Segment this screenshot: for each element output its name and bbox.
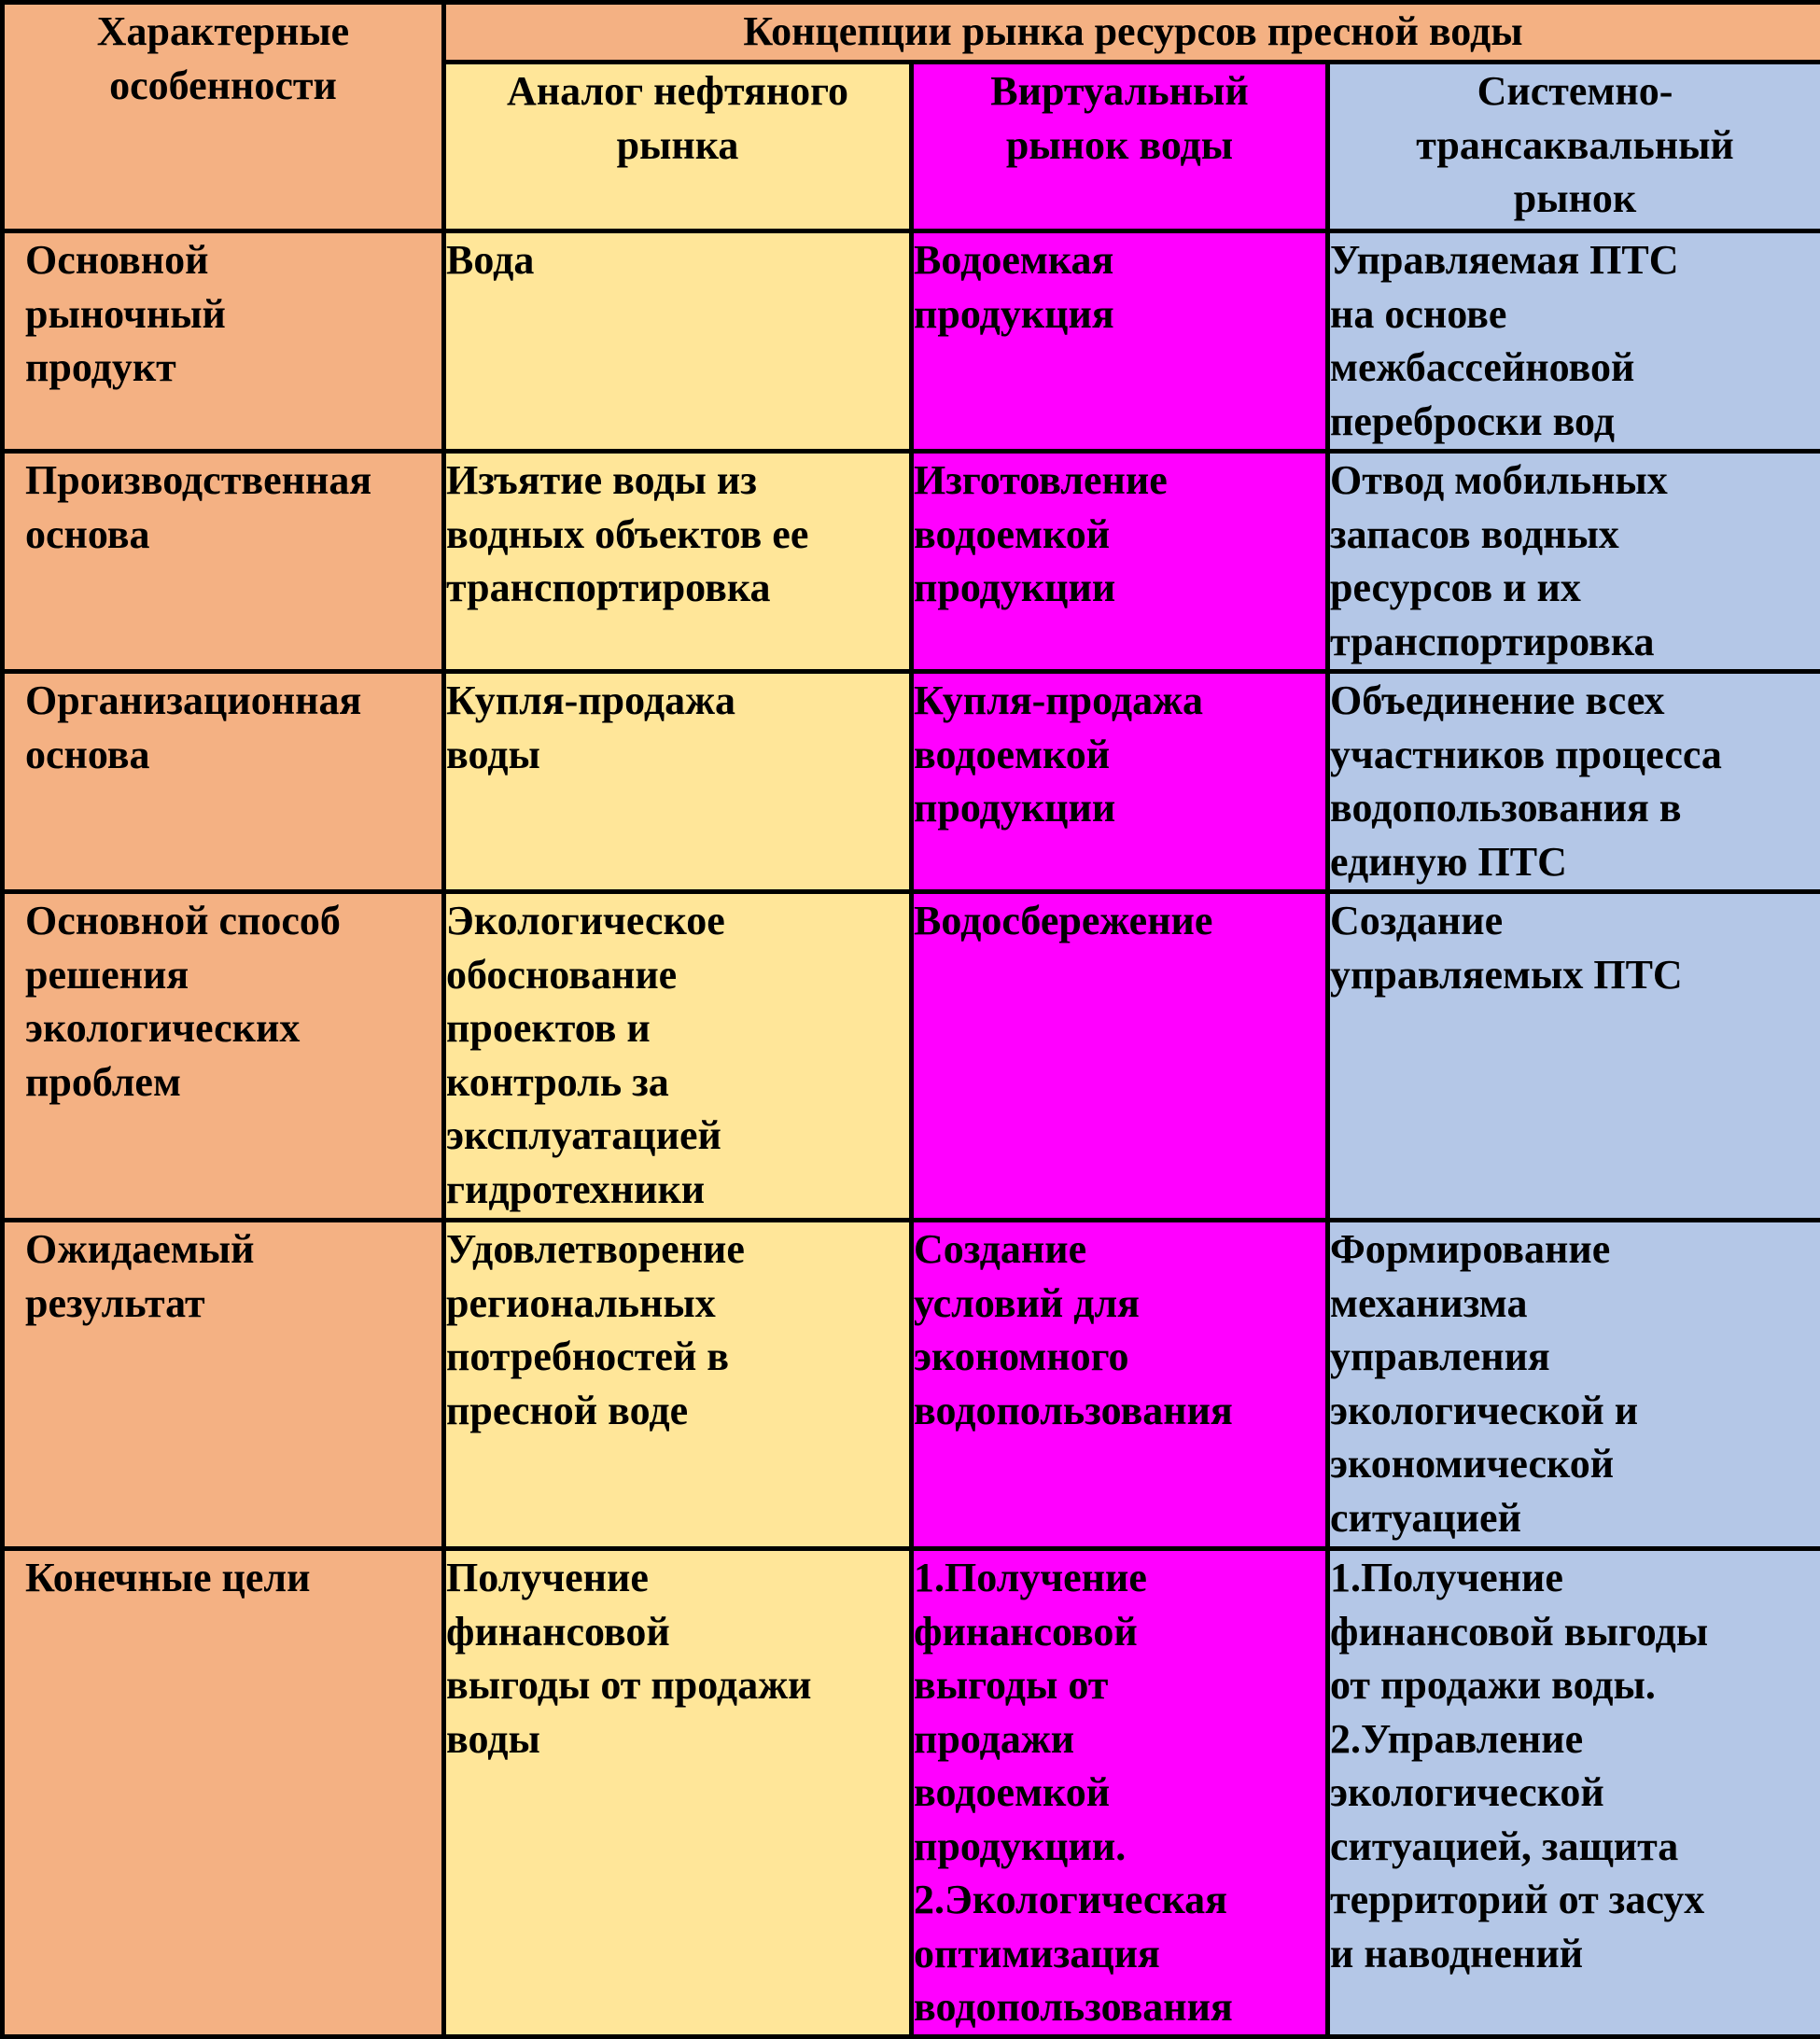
cell-line: управления <box>1330 1334 1550 1379</box>
cell-line: межбассейновой <box>1330 344 1635 390</box>
column-header-line: рынок воды <box>1005 121 1234 168</box>
oil-market-cell <box>444 1221 912 1549</box>
virtual-market-cell <box>912 892 1328 1221</box>
cell-line: Купля-продажа <box>914 677 1204 723</box>
cell-line: проблем <box>25 1058 181 1105</box>
cell-line: Купля-продажа <box>446 677 736 723</box>
cell-line: переброски вод <box>1330 398 1616 444</box>
oil-market-cell <box>444 1549 912 2037</box>
cell-line: запасов водных <box>1330 510 1619 557</box>
table-row <box>3 1221 1820 1549</box>
table-row <box>3 672 1820 892</box>
column-header-system-market <box>1328 63 1820 231</box>
cell-line: ресурсов и их <box>1330 565 1581 610</box>
cell-line: воды <box>446 731 540 777</box>
oil-market-cell <box>444 672 912 892</box>
cell-line: водопользования <box>914 1984 1233 2030</box>
oil-market-cell <box>444 452 912 672</box>
column-header-line: рынок <box>1513 175 1637 221</box>
column-header-line: Виртуальный <box>990 68 1249 114</box>
cell-line: Объединение всех <box>1330 677 1665 723</box>
feature-header-line: особенности <box>109 62 337 108</box>
cell-line: Вода <box>446 237 535 283</box>
cell-line: выгоды от продажи <box>446 1662 812 1708</box>
cell-line: Отвод мобильных <box>1330 457 1668 503</box>
cell-line: экономической <box>1330 1441 1615 1487</box>
system-market-cell <box>1328 231 1820 452</box>
cell-line: водоемкой <box>914 731 1111 777</box>
cell-line: контроль за <box>446 1058 669 1105</box>
column-header-line: Системно- <box>1477 68 1673 114</box>
oil-market-cell <box>444 231 912 452</box>
cell-line: финансовой выгоды <box>1330 1608 1709 1655</box>
cell-line: 2.Экологическая <box>914 1877 1227 1922</box>
cell-line: Удовлетворение <box>446 1226 745 1272</box>
cell-line: 2.Управление <box>1330 1715 1584 1762</box>
cell-line: Управляемая ПТС <box>1330 237 1679 283</box>
oil-market-cell <box>444 892 912 1221</box>
cell-line: Экологическое <box>446 898 725 943</box>
cell-line: финансовой <box>914 1608 1138 1655</box>
virtual-market-cell <box>912 231 1328 452</box>
cell-line: экологической и <box>1330 1387 1639 1433</box>
cell-line: основа <box>25 510 150 557</box>
cell-line: гидротехники <box>446 1166 706 1212</box>
cell-line: экологической <box>1330 1769 1604 1815</box>
cell-line: потребностей в <box>446 1334 730 1379</box>
header-row-top <box>3 3 1820 63</box>
cell-line: водоемкой <box>914 510 1111 557</box>
cell-line: обоснование <box>446 951 678 998</box>
feature-header-cell <box>3 3 444 231</box>
cell-line: продукции. <box>914 1823 1127 1869</box>
cell-line: Водоемкая <box>914 237 1114 283</box>
cell-line: механизма <box>1330 1279 1528 1326</box>
cell-line: основа <box>25 731 150 777</box>
system-market-cell <box>1328 1549 1820 2037</box>
table-row <box>3 231 1820 452</box>
cell-line: продукция <box>914 290 1114 337</box>
cell-line: Изготовление <box>914 457 1168 503</box>
system-market-cell <box>1328 672 1820 892</box>
table-row <box>3 892 1820 1221</box>
cell-line: продажи <box>914 1715 1075 1762</box>
table-row <box>3 1549 1820 2037</box>
column-header-virtual-market <box>912 63 1328 231</box>
system-market-cell <box>1328 892 1820 1221</box>
cell-line: единую ПТС <box>1330 838 1567 885</box>
cell-line: Водосбережение <box>914 898 1213 943</box>
cell-line: Производственная <box>25 457 372 503</box>
virtual-market-cell <box>912 1221 1328 1549</box>
cell-line: территорий от засух <box>1330 1877 1705 1922</box>
cell-line: от продажи воды. <box>1330 1662 1656 1708</box>
cell-line: Получение <box>446 1555 649 1600</box>
cell-line: 1.Получение <box>914 1555 1147 1600</box>
cell-line: ситуацией, защита <box>1330 1823 1679 1869</box>
column-header-oil-market <box>444 63 912 231</box>
feature-cell <box>3 672 444 892</box>
cell-line: финансовой <box>446 1608 670 1655</box>
group-header-cell <box>444 3 1820 63</box>
cell-line: региональных <box>446 1279 716 1326</box>
cell-line: водопользования <box>914 1387 1233 1433</box>
cell-line: Формирование <box>1330 1226 1611 1272</box>
cell-line: пресной воде <box>446 1387 689 1433</box>
cell-line: продукции <box>914 785 1116 831</box>
cell-line: ситуацией <box>1330 1494 1521 1541</box>
cell-line: продукт <box>25 344 176 390</box>
cell-line: Создание <box>914 1226 1087 1272</box>
cell-line: управляемых ПТС <box>1330 951 1683 998</box>
system-market-cell <box>1328 1221 1820 1549</box>
cell-line: экологических <box>25 1005 301 1051</box>
cell-line: Изъятие воды из <box>446 457 757 503</box>
virtual-market-cell <box>912 452 1328 672</box>
virtual-market-cell <box>912 1549 1328 2037</box>
cell-line: на основе <box>1330 290 1507 337</box>
cell-line: продукции <box>914 565 1116 610</box>
virtual-market-cell <box>912 672 1328 892</box>
column-header-line: Аналог нефтяного <box>506 68 849 114</box>
feature-cell <box>3 1549 444 2037</box>
cell-line: рыночный <box>25 290 226 337</box>
cell-line: выгоды от <box>914 1662 1109 1708</box>
cell-line: воды <box>446 1715 540 1762</box>
cell-line: эксплуатацией <box>446 1112 721 1158</box>
cell-line: водных объектов ее <box>446 510 809 557</box>
feature-cell <box>3 231 444 452</box>
column-header-line: трансаквальный <box>1416 121 1734 168</box>
cell-line: проектов и <box>446 1005 651 1051</box>
cell-line: транспортировка <box>1330 618 1655 664</box>
cell-line: экономного <box>914 1334 1129 1379</box>
cell-line: Ожидаемый <box>25 1226 255 1272</box>
feature-cell <box>3 1221 444 1549</box>
cell-line: Конечные цели <box>25 1555 311 1600</box>
cell-line: водопользования в <box>1330 785 1682 831</box>
cell-line: условий для <box>914 1279 1140 1326</box>
cell-line: и наводнений <box>1330 1930 1584 1976</box>
feature-header-line: Характерные <box>96 8 350 54</box>
table-row <box>3 452 1820 672</box>
column-header-line: рынка <box>616 121 739 168</box>
group-header-title: Концепции рынка ресурсов пресной воды <box>743 8 1523 54</box>
cell-line: 1.Получение <box>1330 1555 1563 1600</box>
cell-line: водоемкой <box>914 1769 1111 1815</box>
feature-cell <box>3 892 444 1221</box>
cell-line: Создание <box>1330 898 1504 943</box>
cell-line: Организационная <box>25 677 362 723</box>
cell-line: результат <box>25 1279 205 1326</box>
cell-line: Основной <box>25 237 209 283</box>
cell-line: оптимизация <box>914 1930 1160 1976</box>
cell-line: решения <box>25 951 189 998</box>
feature-cell <box>3 452 444 672</box>
cell-line: транспортировка <box>446 565 771 610</box>
cell-line: участников процесса <box>1330 731 1722 777</box>
system-market-cell <box>1328 452 1820 672</box>
cell-line: Основной способ <box>25 898 341 943</box>
